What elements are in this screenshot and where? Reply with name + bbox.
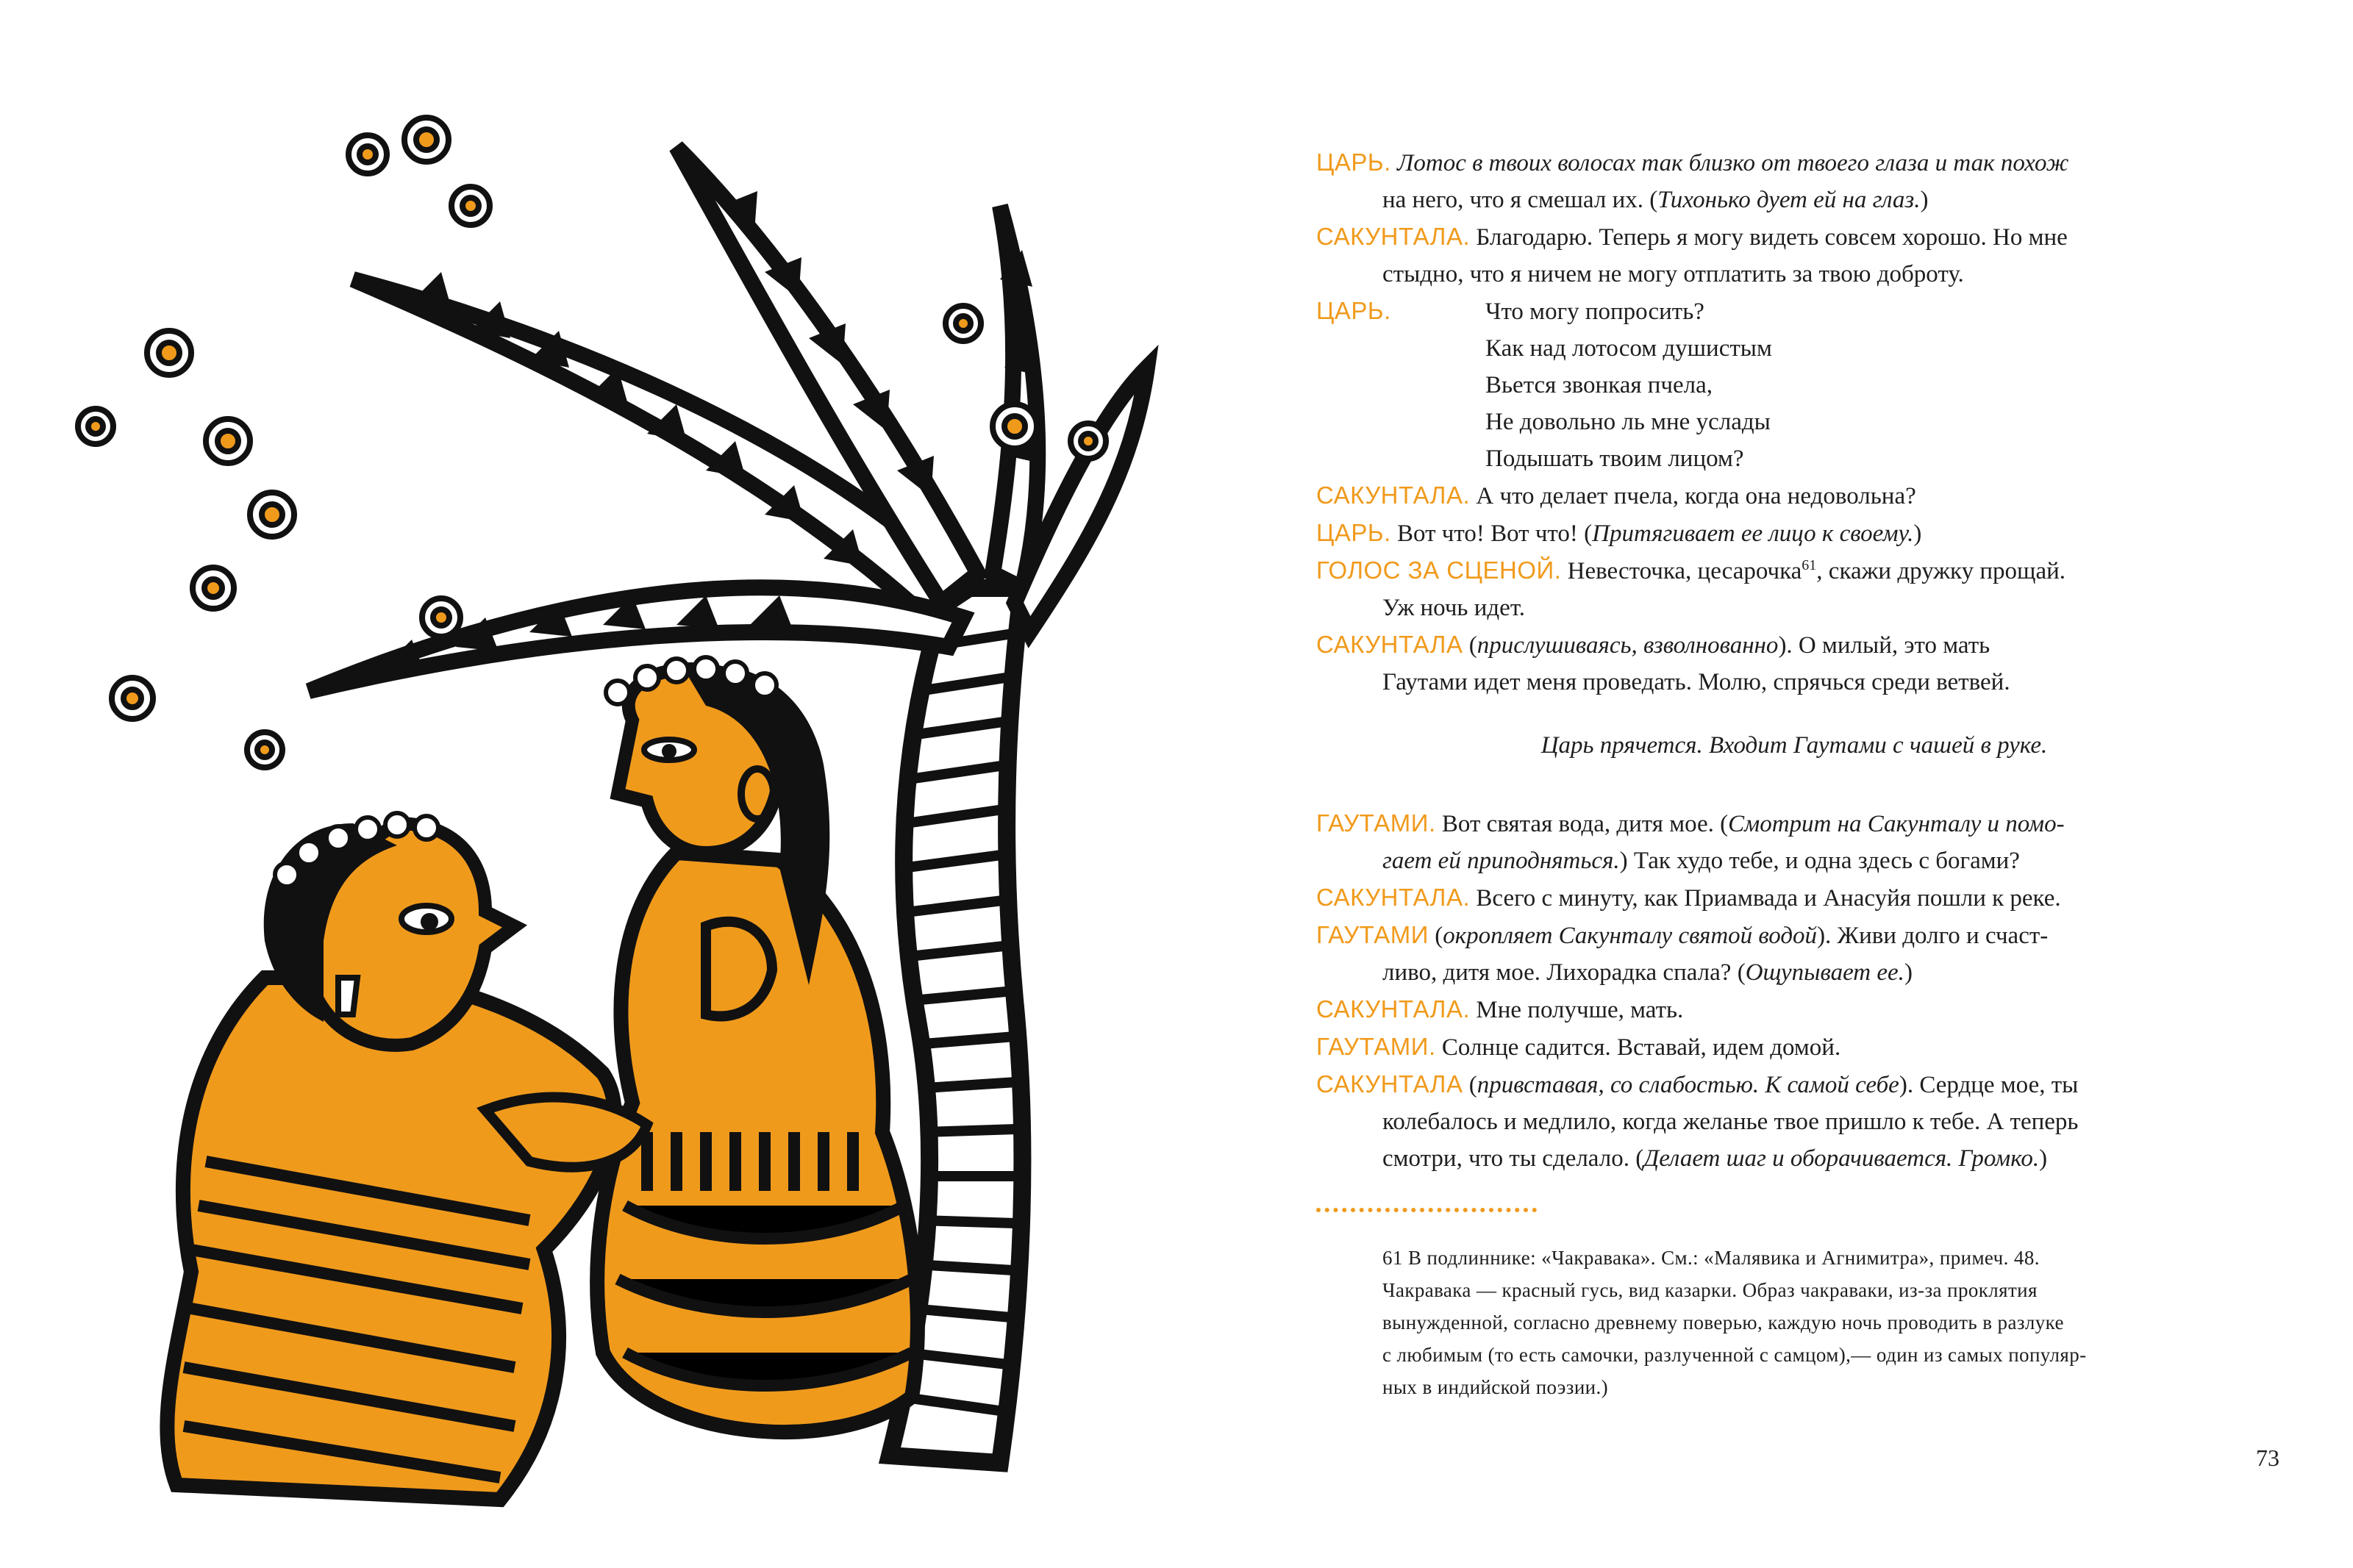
dialogue-line <box>1316 1028 2243 1066</box>
footnote-line: с любимым (то есть самочки, разлученной с самцом),— один из самых популяр- <box>1382 1344 2087 1366</box>
dialogue-text: ) <box>1904 959 1913 986</box>
stage-direction: Притягивает ее лицо к своему. <box>1592 520 1914 547</box>
dialogue-line <box>1316 477 2243 515</box>
dialogue-line <box>1316 917 2243 954</box>
verse-line <box>1316 330 2243 367</box>
page-number: 73 <box>2256 1445 2279 1471</box>
dialogue-text: ). Сердце мое, ты <box>1899 1072 2079 1098</box>
dialogue-line <box>1316 1140 2243 1177</box>
speaker-name: ГАУТАМИ. <box>1316 1033 1436 1060</box>
verse-text: Подышать твоим лицом? <box>1485 445 1744 472</box>
speaker-name: САКУНТАЛА <box>1316 631 1463 658</box>
speaker-name: САКУНТАЛА. <box>1316 223 1471 250</box>
dialogue-text: , скажи дружку прощай. <box>1816 558 2065 584</box>
dialogue-text: ). О милый, это мать <box>1778 632 1990 659</box>
dialogue-text: А что делает пчела, когда она недовольна? <box>1470 483 1916 509</box>
dialogue-text: на него, что я смешал их. ( <box>1382 187 1658 213</box>
footnote-line: Чакравака — красный гусь, вид казарки. Образ чакраваки, из-за проклятия <box>1382 1279 2038 1301</box>
dialogue-text: ) Так худо тебе, и одна здесь с богами? <box>1619 848 2020 874</box>
dialogue-line <box>1316 515 2243 552</box>
stage-direction: гает ей приподняться. <box>1382 848 1620 874</box>
verse-text: Вьется звонкая пчела, <box>1485 372 1713 398</box>
dialogue-text: Мне получше, мать. <box>1470 997 1684 1023</box>
dialogue-text: Гаутами идет меня проведать. Молю, спрячься среди ветвей. <box>1382 669 2010 695</box>
dialogue-text: Лотос в твоих волосах так близко от твоего глаза и так похож <box>1390 150 2069 176</box>
dialogue-line <box>1316 626 2243 664</box>
stage-direction: Тихонько дует ей на глаз. <box>1657 187 1921 213</box>
dialogue-text: ) <box>1920 187 1929 213</box>
footnote-ref: 61 <box>1802 557 1817 573</box>
dialogue-line <box>1316 805 2243 842</box>
dialogue-text: ( <box>1428 923 1443 949</box>
dialogue-line <box>1316 954 2243 991</box>
dialogue-line <box>1316 218 2243 256</box>
dialogue-line <box>1316 182 2243 218</box>
dialogue-text: ливо, дитя мое. Лихорадка спала? ( <box>1382 959 1746 986</box>
verse-line <box>1316 440 2243 477</box>
footnote-line: вынужденной, согласно древнему поверью, каждую ночь проводить в разлуке <box>1382 1311 2064 1333</box>
dialogue-text: ) <box>2039 1145 2048 1172</box>
dialogue-text: ). Живи долго и счаст- <box>1817 923 2049 949</box>
dialogue-text: Солнце садится. Вставай, идем домой. <box>1435 1034 1841 1061</box>
verse-text: Не довольно ль мне услады <box>1485 409 1771 435</box>
couple-under-tree-icon <box>44 59 1162 1544</box>
dialogue-text: стыдно, что я ничем не могу отплатить за твою доброту. <box>1382 261 1964 287</box>
dialogue-line <box>1316 879 2243 917</box>
dialogue-text: Вот святая вода, дитя мое. ( <box>1435 811 1729 837</box>
verse-text: Что могу попросить? <box>1485 298 1704 325</box>
woodcut-illustration <box>44 59 1162 1544</box>
dialogue-line <box>1316 991 2243 1028</box>
dialogue-text: Благодарю. Теперь я могу видеть совсем хорошо. Но мне <box>1470 224 2068 251</box>
stage-direction: Ощупывает ее. <box>1745 959 1904 986</box>
stage-direction: привставая, со слабостью. К самой себе <box>1477 1072 1899 1098</box>
dialogue-line <box>1316 1066 2243 1103</box>
dialogue-text: Всего с минуту, как Приамвада и Анасуйя пошли к реке. <box>1470 885 2061 912</box>
dialogue-text: ( <box>1463 632 1477 659</box>
verse-line <box>1316 367 2243 404</box>
verse-line <box>1316 293 2243 330</box>
dialogue-text: колебалось и медлило, когда желанье твое пришло к тебе. А теперь <box>1382 1109 2079 1135</box>
play-text <box>1316 144 2243 1403</box>
stage-direction: Смотрит на Сакунталу и помо- <box>1728 811 2065 837</box>
stage-direction-block: Царь прячется. Входит Гаутами с чашей в руке. <box>1540 732 2048 759</box>
dialogue-text: смотри, что ты сделало. ( <box>1382 1145 1644 1172</box>
speaker-name: ГАУТАМИ. <box>1316 809 1436 837</box>
dialogue-line <box>1316 842 2243 879</box>
dialogue-text: Уж ночь идет. <box>1382 595 1526 621</box>
dialogue-text: Вот что! Вот что! ( <box>1390 520 1593 547</box>
stage-direction: окропляет Сакунталу святой водой <box>1443 923 1818 949</box>
speaker-name: ЦАРЬ. <box>1316 519 1391 546</box>
dialogue-text: ( <box>1463 1072 1477 1098</box>
speaker-name: САКУНТАЛА <box>1316 1070 1463 1098</box>
speaker-name: САКУНТАЛА. <box>1316 995 1471 1023</box>
dialogue-line <box>1316 664 2243 701</box>
dialogue-line <box>1316 256 2243 293</box>
dialogue-text: Невесточка, цесарочка <box>1561 558 1802 584</box>
speaker-name: ЦАРЬ. <box>1316 148 1391 176</box>
footnote-line: ных в индийской поэзии.) <box>1382 1376 1609 1398</box>
stage-direction: Делает шаг и оборачивается. Громко. <box>1643 1145 2040 1172</box>
speaker-name: САКУНТАЛА. <box>1316 482 1471 509</box>
speaker-name: ГАУТАМИ <box>1316 921 1429 948</box>
dialogue-text: ) <box>1913 520 1922 547</box>
footnote-line: 61 В подлиннике: «Чакравака». См.: «Малявика и Агнимитра», примеч. 48. <box>1382 1247 2040 1269</box>
footnote-divider <box>1316 1198 1537 1212</box>
stage-direction: прислушиваясь, взволнованно <box>1477 632 1779 659</box>
speaker-name: САКУНТАЛА. <box>1316 884 1471 911</box>
dialogue-line <box>1316 1103 2243 1140</box>
speaker-name: ГОЛОС ЗА СЦЕНОЙ. <box>1316 556 1562 584</box>
speaker-name: ЦАРЬ. <box>1316 297 1391 324</box>
dialogue-line <box>1316 144 2243 182</box>
verse-text: Как над лотосом душистым <box>1485 335 1772 362</box>
dialogue-line <box>1316 590 2243 626</box>
verse-line <box>1316 404 2243 440</box>
footnote <box>1316 1242 2243 1403</box>
dialogue-line <box>1316 552 2243 590</box>
